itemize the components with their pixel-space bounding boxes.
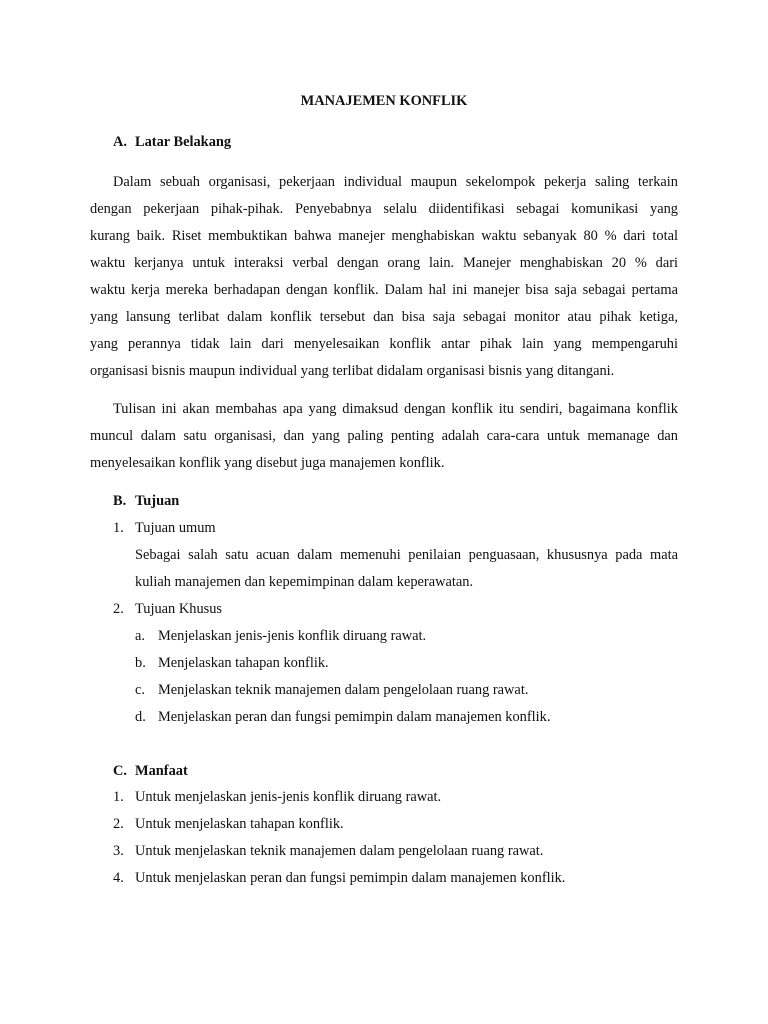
paragraph-line: muncul dalam satu organisasi, dan yang paling penting adalah cara-cara untuk memanage dan — [90, 428, 678, 444]
section-b-heading — [113, 492, 179, 510]
paragraph-line: Dalam sebuah organisasi, pekerjaan individual maupun sekelompok pekerja saling terkain — [113, 174, 678, 190]
list-label: Tujuan Khusus — [135, 601, 223, 617]
list-number: 4. — [113, 870, 124, 886]
section-a-title: Latar Belakang — [135, 134, 232, 150]
section-a-marker: A. — [113, 134, 127, 150]
section-b-title: Tujuan — [135, 493, 180, 509]
section-c-marker: C. — [113, 763, 127, 779]
paragraph-line: kurang baik. Riset membuktikan bahwa manejer menghabiskan waktu sebanyak 80 % dari total — [90, 228, 678, 244]
list-item-text: Untuk menjelaskan tahapan konflik. — [135, 816, 344, 832]
paragraph-line: waktu kerjanya untuk interaksi verbal dengan orang lain. Manejer menghabiskan 20 % dari — [90, 255, 678, 271]
list-label: Tujuan umum — [135, 520, 216, 536]
paragraph-line: dengan pekerjaan pihak-pihak. Penyebabnya selalu diidentifikasi sebagai komunikasi yang — [90, 201, 678, 217]
sub-item-text: Menjelaskan teknik manajemen dalam pengelolaan ruang rawat. — [158, 682, 529, 698]
sub-item-text: Menjelaskan tahapan konflik. — [158, 655, 329, 671]
list-number: 3. — [113, 843, 124, 859]
sub-item-text: Menjelaskan peran dan fungsi pemimpin dalam manajemen konflik. — [158, 709, 551, 725]
section-c-heading — [113, 762, 188, 780]
section-a-heading — [113, 133, 231, 151]
section-b-marker: B. — [113, 493, 127, 509]
paragraph-line: Tulisan ini akan membahas apa yang dimaksud dengan konflik itu sendiri, bagaimana konflik — [113, 401, 678, 417]
list-number: 2. — [113, 816, 124, 832]
list-number: 1. — [113, 520, 124, 536]
list-item-text: Untuk menjelaskan jenis-jenis konflik diruang rawat. — [135, 789, 442, 805]
sub-item-marker: d. — [135, 709, 146, 725]
paragraph-line: yang lansung terlibat dalam konflik tersebut dan bisa saja sebagai monitor atau pihak ketiga, — [90, 309, 678, 325]
list-number: 1. — [113, 789, 124, 805]
paragraph-line: organisasi bisnis maupun individual yang terlibat didalam organisasi bisnis yang ditangani. — [90, 363, 615, 379]
paragraph-line: yang perannya tidak lain dari menyelesaikan konflik antar pihak lain yang mempengaruhi — [90, 336, 678, 352]
paragraph-line: kuliah manajemen dan kepemimpinan dalam keperawatan. — [135, 574, 474, 590]
list-item-text: Untuk menjelaskan peran dan fungsi pemimpin dalam manajemen konflik. — [135, 870, 566, 886]
list-item-text: Untuk menjelaskan teknik manajemen dalam pengelolaan ruang rawat. — [135, 843, 544, 859]
sub-item-marker: c. — [135, 682, 145, 698]
document-title: MANAJEMEN KONFLIK — [300, 93, 468, 109]
section-c-title: Manfaat — [135, 763, 188, 779]
paragraph-line: Sebagai salah satu acuan dalam memenuhi penilaian penguasaan, khususnya pada mata — [135, 547, 678, 563]
list-number: 2. — [113, 601, 124, 617]
sub-item-text: Menjelaskan jenis-jenis konflik diruang rawat. — [158, 628, 427, 644]
sub-item-marker: b. — [135, 655, 146, 671]
paragraph-line: waktu kerja mereka berhadapan dengan konflik. Dalam hal ini manejer bisa saja sebagai pertama — [90, 282, 678, 298]
sub-item-marker: a. — [135, 628, 145, 644]
paragraph-line: menyelesaikan konflik yang disebut juga manajemen konflik. — [90, 455, 445, 471]
